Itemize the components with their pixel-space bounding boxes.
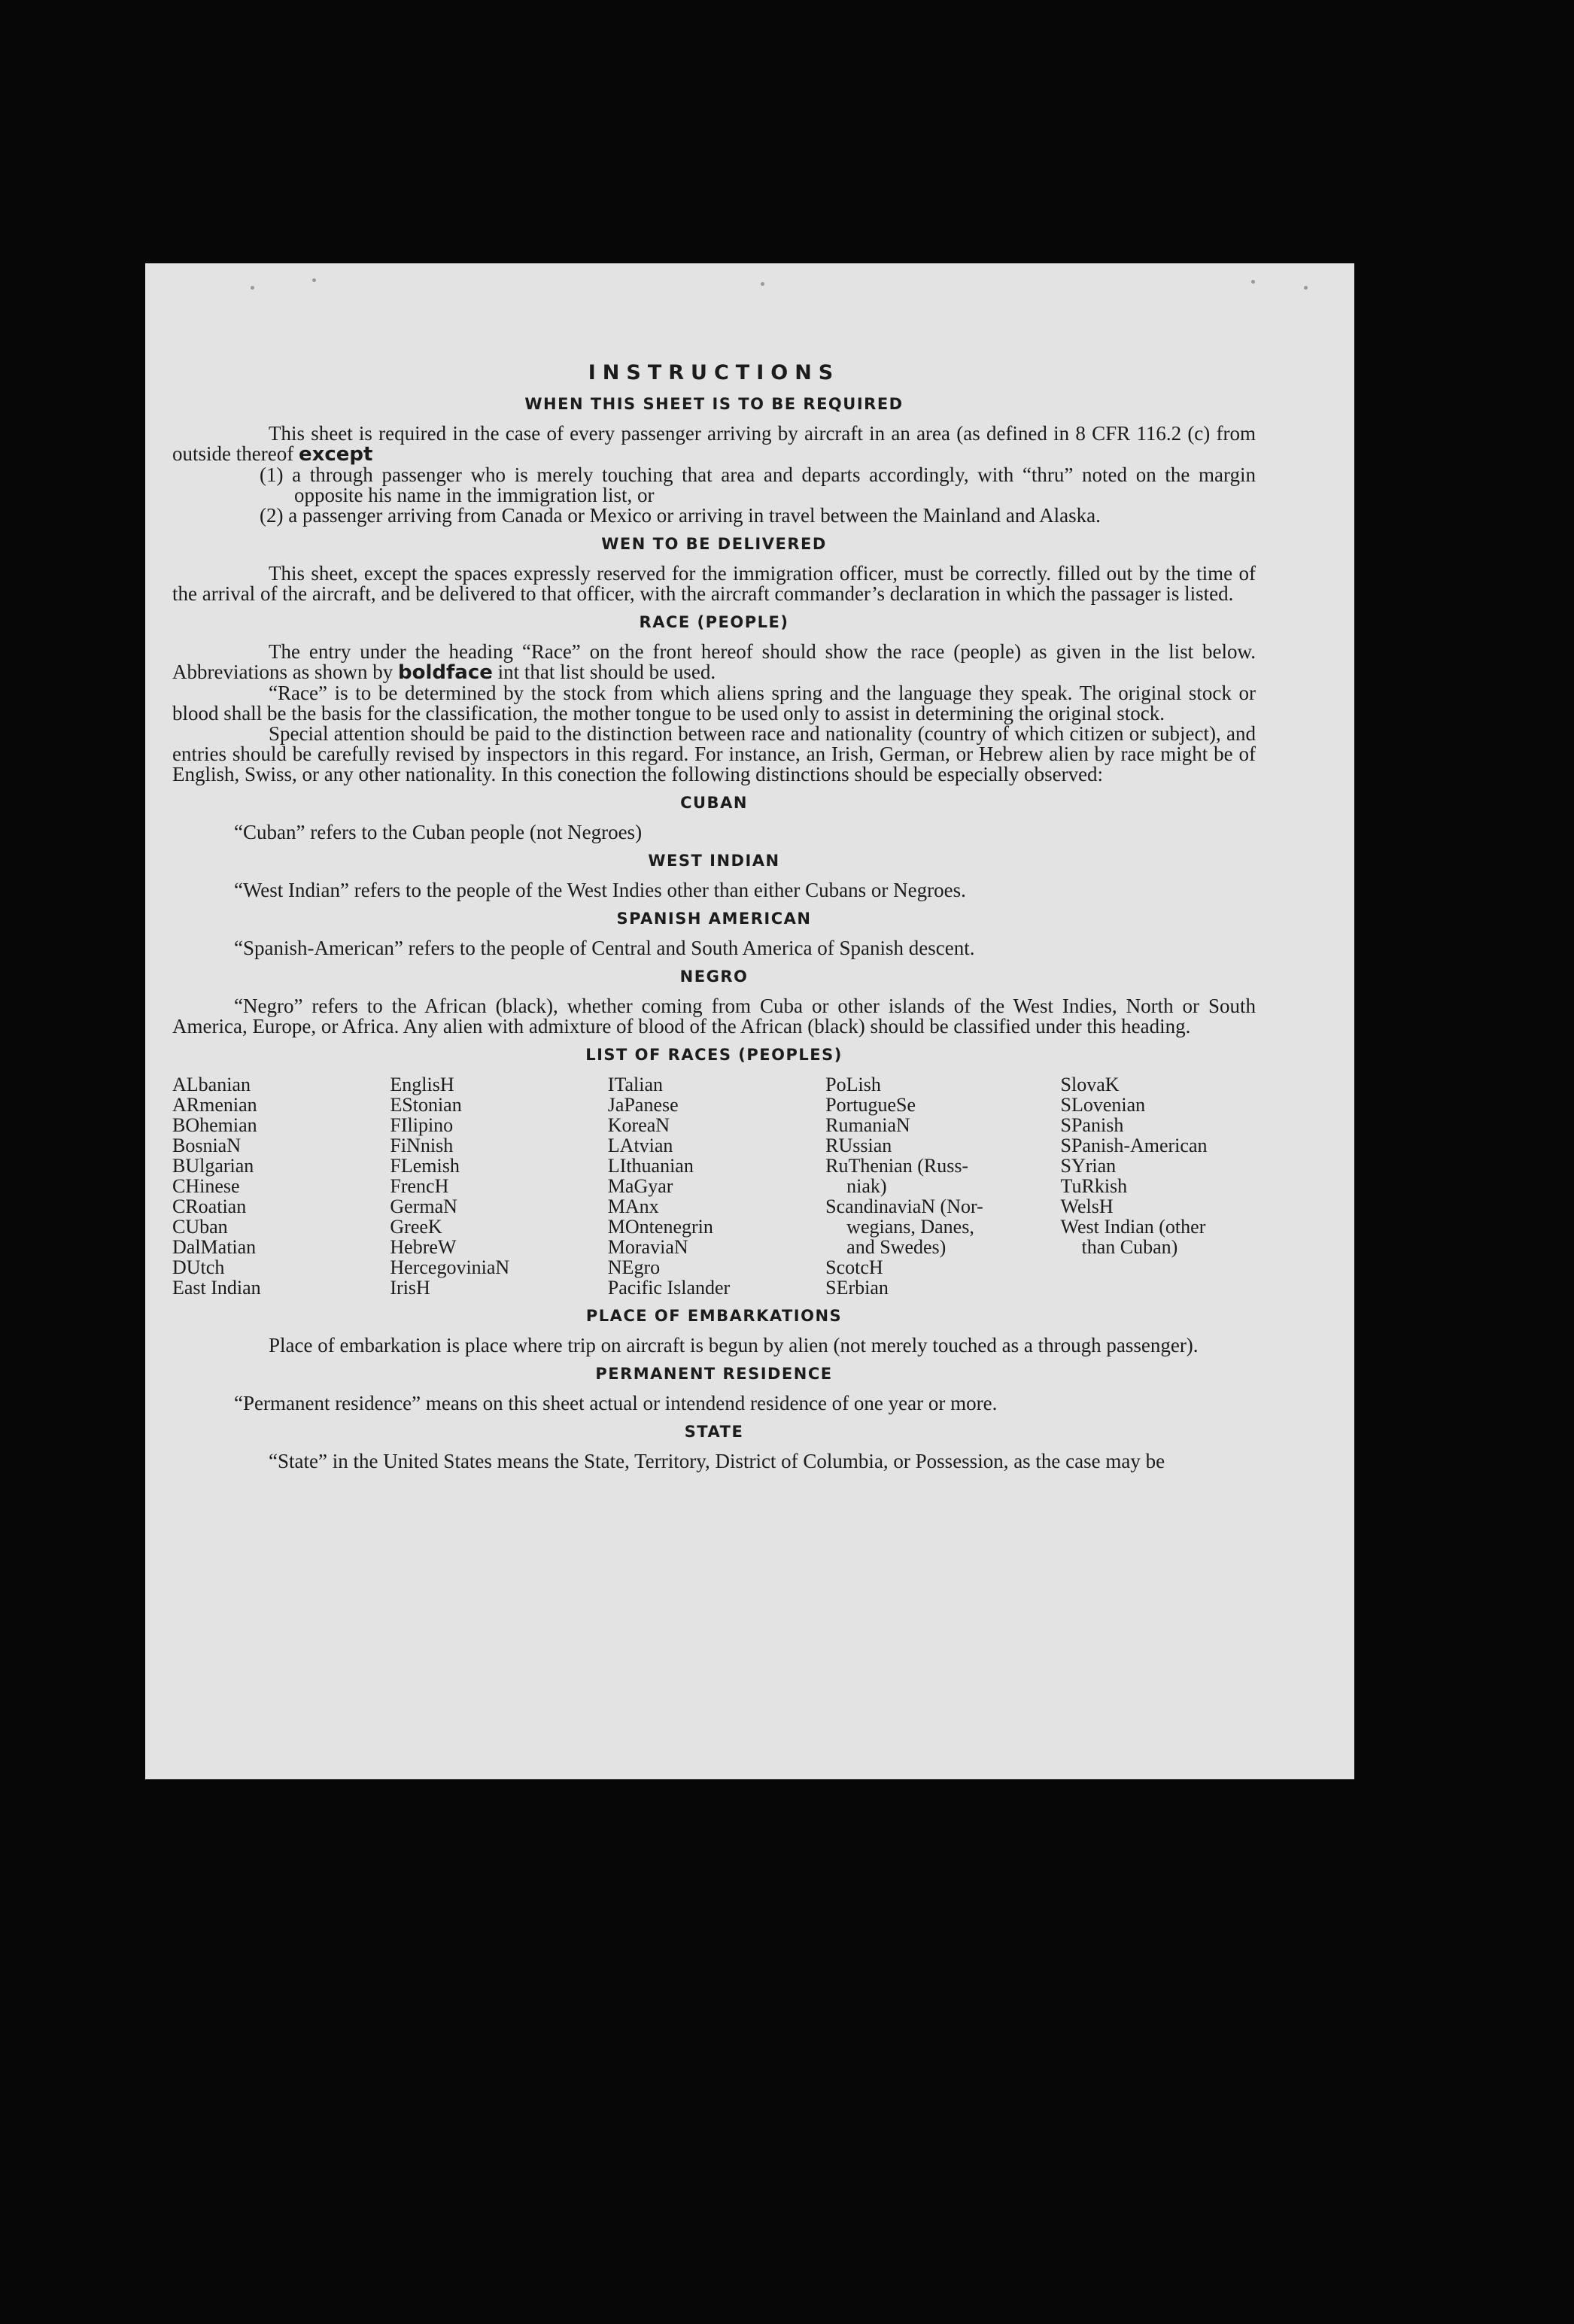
heading-race: RACE (PEOPLE) [639,613,789,631]
race-item: BUlgarian [172,1155,254,1177]
race-p1-bold: boldface [397,661,493,684]
race-item: ScotcH [825,1256,883,1278]
paper-speck [251,286,254,290]
race-item: MAnx [607,1195,659,1217]
race-paragraph-1 [172,642,1256,683]
race-item: TuRkish [1060,1175,1128,1197]
heading-list-of-races: LIST OF RACES (PEOPLES) [585,1046,843,1064]
west-indian-text: “West Indian” refers to the people of the West Indies other than either Cubans or Negroes. [234,879,966,901]
race-item: SPanish-American [1060,1135,1208,1156]
race-item: EStonian [390,1094,462,1116]
document-title: INSTRUCTIONS [588,361,840,384]
permanent-residence-text: “Permanent residence” means on this sheet actual or intendend residence of one year or more. [234,1392,998,1414]
race-item: IrisH [390,1277,430,1299]
paper-speck [761,282,764,286]
when-required-item-2: (2) a passenger arriving from Canada or Mexico or arriving in travel between the Mainland and Alaska. [260,504,1101,527]
race-item: Pacific Islander [607,1277,731,1299]
race-item: PortugueSe [825,1094,916,1116]
race-item-continuation: wegians, Danes, [846,1216,974,1238]
race-item: MoraviaN [607,1236,688,1258]
race-item: PoLish [825,1074,881,1095]
race-item: ScandinaviaN (Nor- [825,1195,983,1217]
race-item: KoreaN [607,1114,670,1136]
race-column [1061,1074,1256,1298]
race-item: ARmenian [172,1094,257,1116]
race-item: FIlipino [390,1114,454,1136]
race-item-continuation: than Cuban) [1081,1236,1178,1258]
race-item: EnglisH [390,1074,454,1095]
cuban-text: “Cuban” refers to the Cuban people (not Negroes) [234,821,643,843]
heading-cuban: CUBAN [680,794,748,812]
race-item: SErbian [825,1277,889,1299]
embarkation-text: Place of embarkation is place where trip on aircraft is begun by alien (not merely touched as a through passenger). [269,1334,1199,1356]
race-item: ALbanian [172,1074,251,1095]
race-item: HebreW [390,1236,457,1258]
race-item: BOhemian [172,1114,257,1136]
race-item: GreeK [390,1216,442,1238]
race-list [172,1074,1256,1298]
race-item: FrencH [390,1175,449,1197]
race-item: LIthuanian [607,1155,694,1177]
document-page [145,263,1354,1779]
race-item: LAtvian [607,1135,673,1156]
race-item: CUban [172,1216,228,1238]
race-paragraph-3: Special attention should be paid to the distinction between race and nationality (country of which citizen or subject), and entries should be carefully revised by inspectors in this regard. For instance, an Irish, German, or Hebrew alien by race might be of English, Swiss, or any other nationality. In this conection the following distinctions should be especially observed: [172,722,1256,785]
race-paragraph-2: “Race” is to be determined by the stock from which aliens spring and the language they speak. The original stock or blood shall be the basis for the classification, the mother tongue to be used only to assist in determining the original stock. [172,682,1256,725]
race-item: SlovaK [1060,1074,1120,1095]
negro-text: “Negro” refers to the African (black), whether coming from Cuba or other islands of the West Indies, North or South America, Europe, or Africa. Any alien with admixture of blood of the African (black) should be classified under this heading. [172,995,1256,1037]
race-item: CRoatian [172,1195,247,1217]
race-item: NEgro [607,1256,661,1278]
race-p1-after: int that list should be used. [497,661,716,683]
race-item: GermaN [390,1195,457,1217]
race-p1-before: The entry under the heading “Race” on the front hereof should show the race (people) as given in the list below. Abbreviations as shown by [172,640,1256,683]
paper-speck [312,278,316,282]
race-item: HercegoviniaN [390,1256,510,1278]
race-item: ITalian [607,1074,664,1095]
race-item: SPanish [1060,1114,1124,1136]
race-item: RuThenian (Russ- [825,1155,969,1177]
race-column [825,1074,1060,1298]
race-item: FiNnish [390,1135,454,1156]
when-required-item-1: (1) a through passenger who is merely touching that area and departs accordingly, with “thru” noted on the margin opposite his name in the immigration list, or [260,463,1256,506]
race-item: East Indian [172,1277,261,1299]
heading-delivered: WEN TO BE DELIVERED [601,535,827,553]
when-required-intro [172,424,1256,465]
heading-permanent-residence: PERMANENT RESIDENCE [595,1365,833,1383]
race-item: RumaniaN [825,1114,910,1136]
race-item: DalMatian [172,1236,257,1258]
heading-negro: NEGRO [679,968,749,986]
race-column [390,1074,607,1298]
heading-state: STATE [684,1423,744,1441]
heading-embarkation: PLACE OF EMBARKATIONS [585,1307,843,1325]
race-item: WelsH [1060,1195,1114,1217]
heading-west-indian: WEST INDIAN [648,852,780,870]
race-item: MaGyar [607,1175,673,1197]
heading-when-required: WHEN THIS SHEET IS TO BE REQUIRED [524,395,904,413]
delivered-text: This sheet, except the spaces expressly reserved for the immigration officer, must be correctly. filled out by the time of the arrival of the aircraft, and be delivered to that officer, with the aircraft commander’s declaration in which the passager is listed. [172,562,1256,605]
race-item: FLemish [390,1155,460,1177]
race-item: SYrian [1060,1155,1117,1177]
state-text: “State” in the United States means the State, Territory, District of Columbia, or Possession, as the case may be [269,1450,1165,1472]
race-item: CHinese [172,1175,240,1197]
race-item: BosniaN [172,1135,241,1156]
instructions-content [172,361,1256,1472]
paper-speck [1304,286,1308,290]
heading-spanish-american: SPANISH AMERICAN [616,910,812,928]
race-column [172,1074,390,1298]
race-item: JaPanese [607,1094,679,1116]
when-required-intro-bold: except [298,443,373,466]
spanish-american-text: “Spanish-American” refers to the people of Central and South America of Spanish descent. [234,937,975,959]
race-item: SLovenian [1060,1094,1146,1116]
race-item-continuation: niak) [846,1175,887,1197]
race-item: West Indian (other [1060,1216,1206,1238]
race-item: DUtch [172,1256,225,1278]
race-item: RUssian [825,1135,892,1156]
race-item: MOntenegrin [607,1216,713,1238]
when-required-intro-text: This sheet is required in the case of every passenger arriving by aircraft in an area (as defined in 8 CFR 116.2 (c) from outside thereof [172,422,1256,465]
race-column [608,1074,825,1298]
paper-speck [1251,280,1255,284]
race-item-continuation: and Swedes) [846,1236,947,1258]
